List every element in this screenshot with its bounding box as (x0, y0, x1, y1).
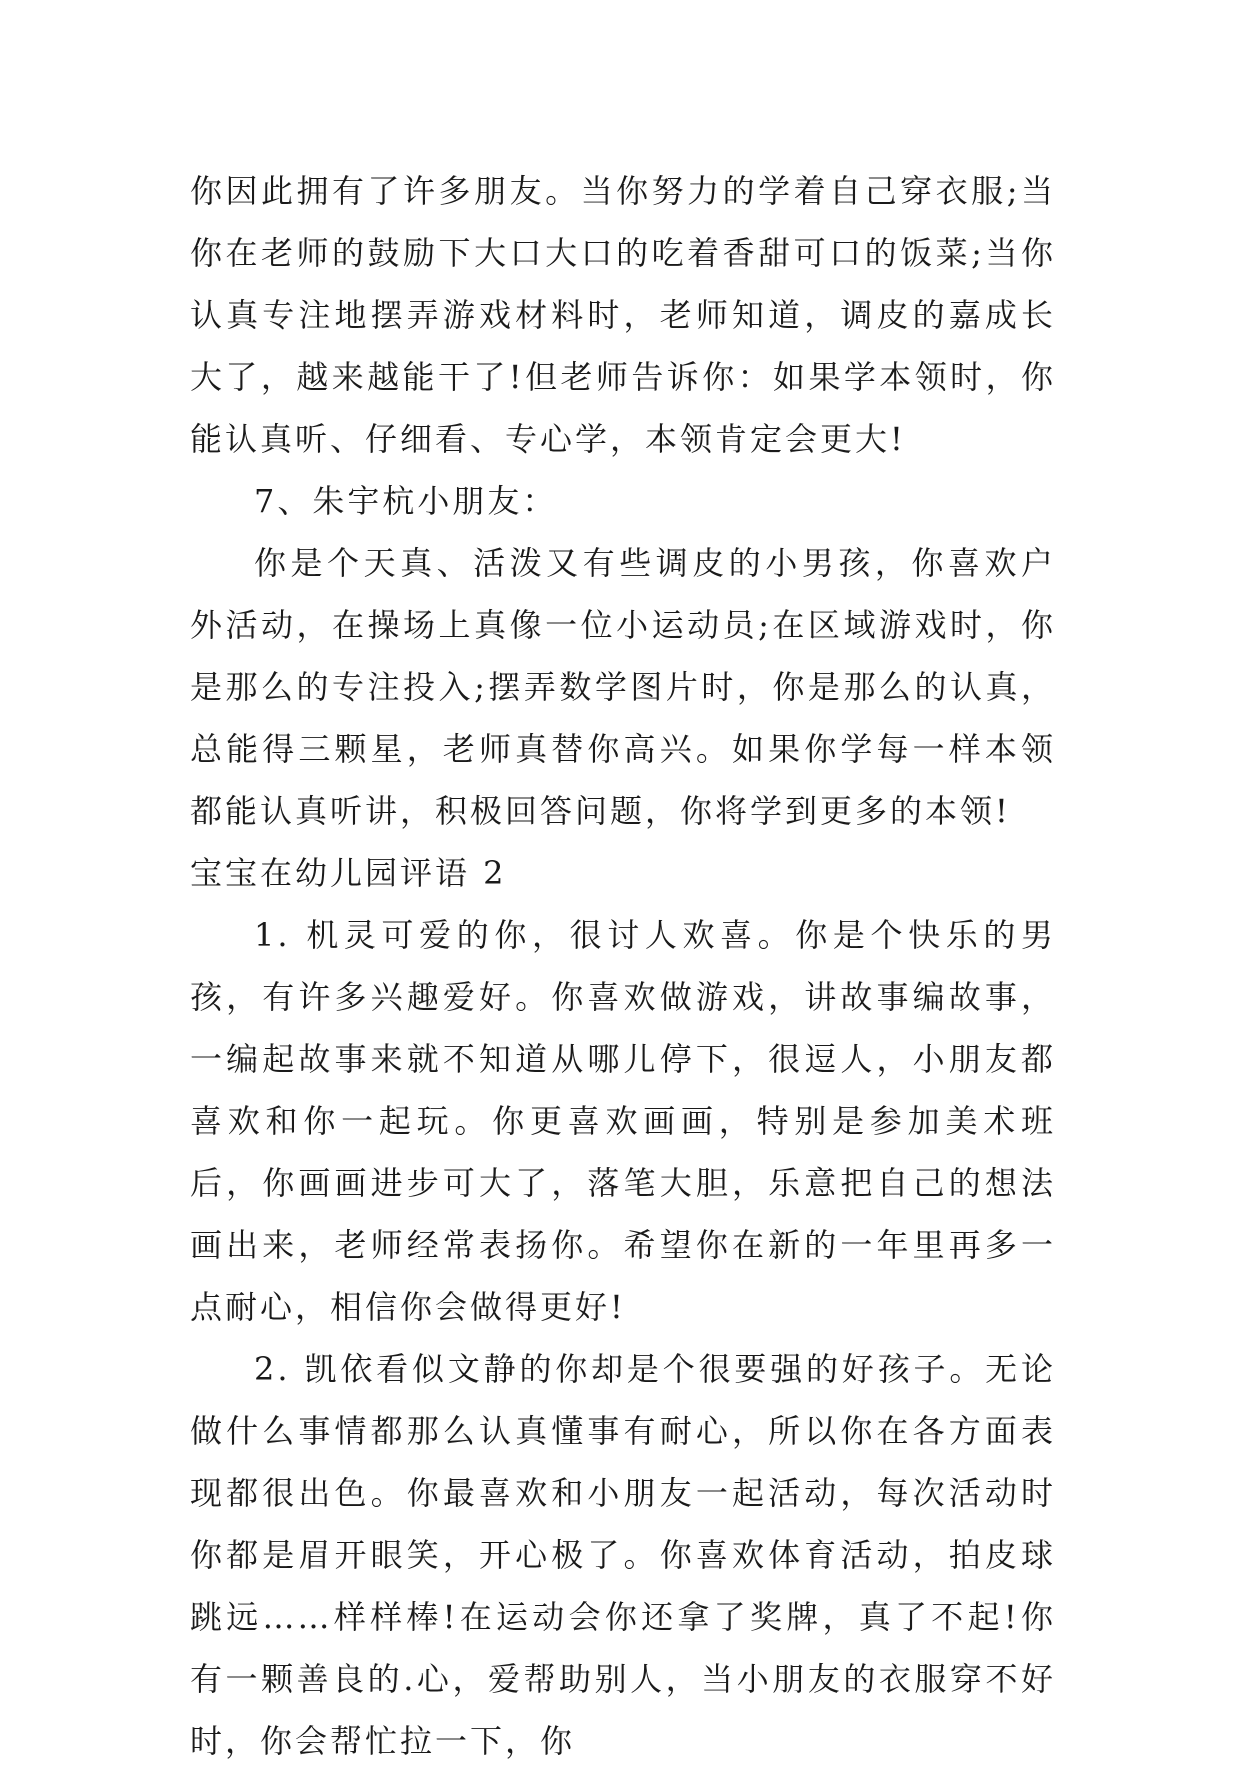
section-item-1: 1. 机灵可爱的你，很讨人欢喜。你是个快乐的男孩，有许多兴趣爱好。你喜欢做游戏，讲故事编故事，一编起故事来就不知道从哪儿停下，很逗人，小朋友都喜欢和你一起玩。你更喜欢画画，特别是参加美术班后，你画画进步可大了，落笔大胆，乐意把自己的想法画出来，老师经常表扬你。希望你在新的一年里再多一点耐心，相信你会做得更好! (190, 916, 1056, 1326)
document-body (190, 160, 1056, 1772)
section-heading: 宝宝在幼儿园评语 2 (190, 854, 507, 892)
item-7-label: 7、朱宇杭小朋友： (254, 482, 558, 520)
paragraph-continued: 你因此拥有了许多朋友。当你努力的学着自己穿衣服;当你在老师的鼓励下大口大口的吃着香甜可口的饭菜;当你认真专注地摆弄游戏材料时，老师知道，调皮的嘉成长大了，越来越能干了!但老师告诉你：如果学本领时，你能认真听、仔细看、专心学，本领肯定会更大! (190, 172, 1056, 458)
item-7-body: 你是个天真、活泼又有些调皮的小男孩，你喜欢户外活动，在操场上真像一位小运动员;在区域游戏时，你是那么的专注投入;摆弄数学图片时，你是那么的认真，总能得三颗星，老师真替你高兴。如果你学每一样本领都能认真听讲，积极回答问题，你将学到更多的本领! (190, 544, 1056, 830)
section-item-2: 2. 凯依看似文静的你却是个很要强的好孩子。无论做什么事情都那么认真懂事有耐心，所以你在各方面表现都很出色。你最喜欢和小朋友一起活动，每次活动时你都是眉开眼笑，开心极了。你喜欢体育活动，拍皮球跳远……样样棒!在运动会你还拿了奖牌，真了不起!你有一颗善良的.心，爱帮助别人，当小朋友的衣服穿不好时，你会帮忙拉一下，你 (190, 1350, 1056, 1760)
